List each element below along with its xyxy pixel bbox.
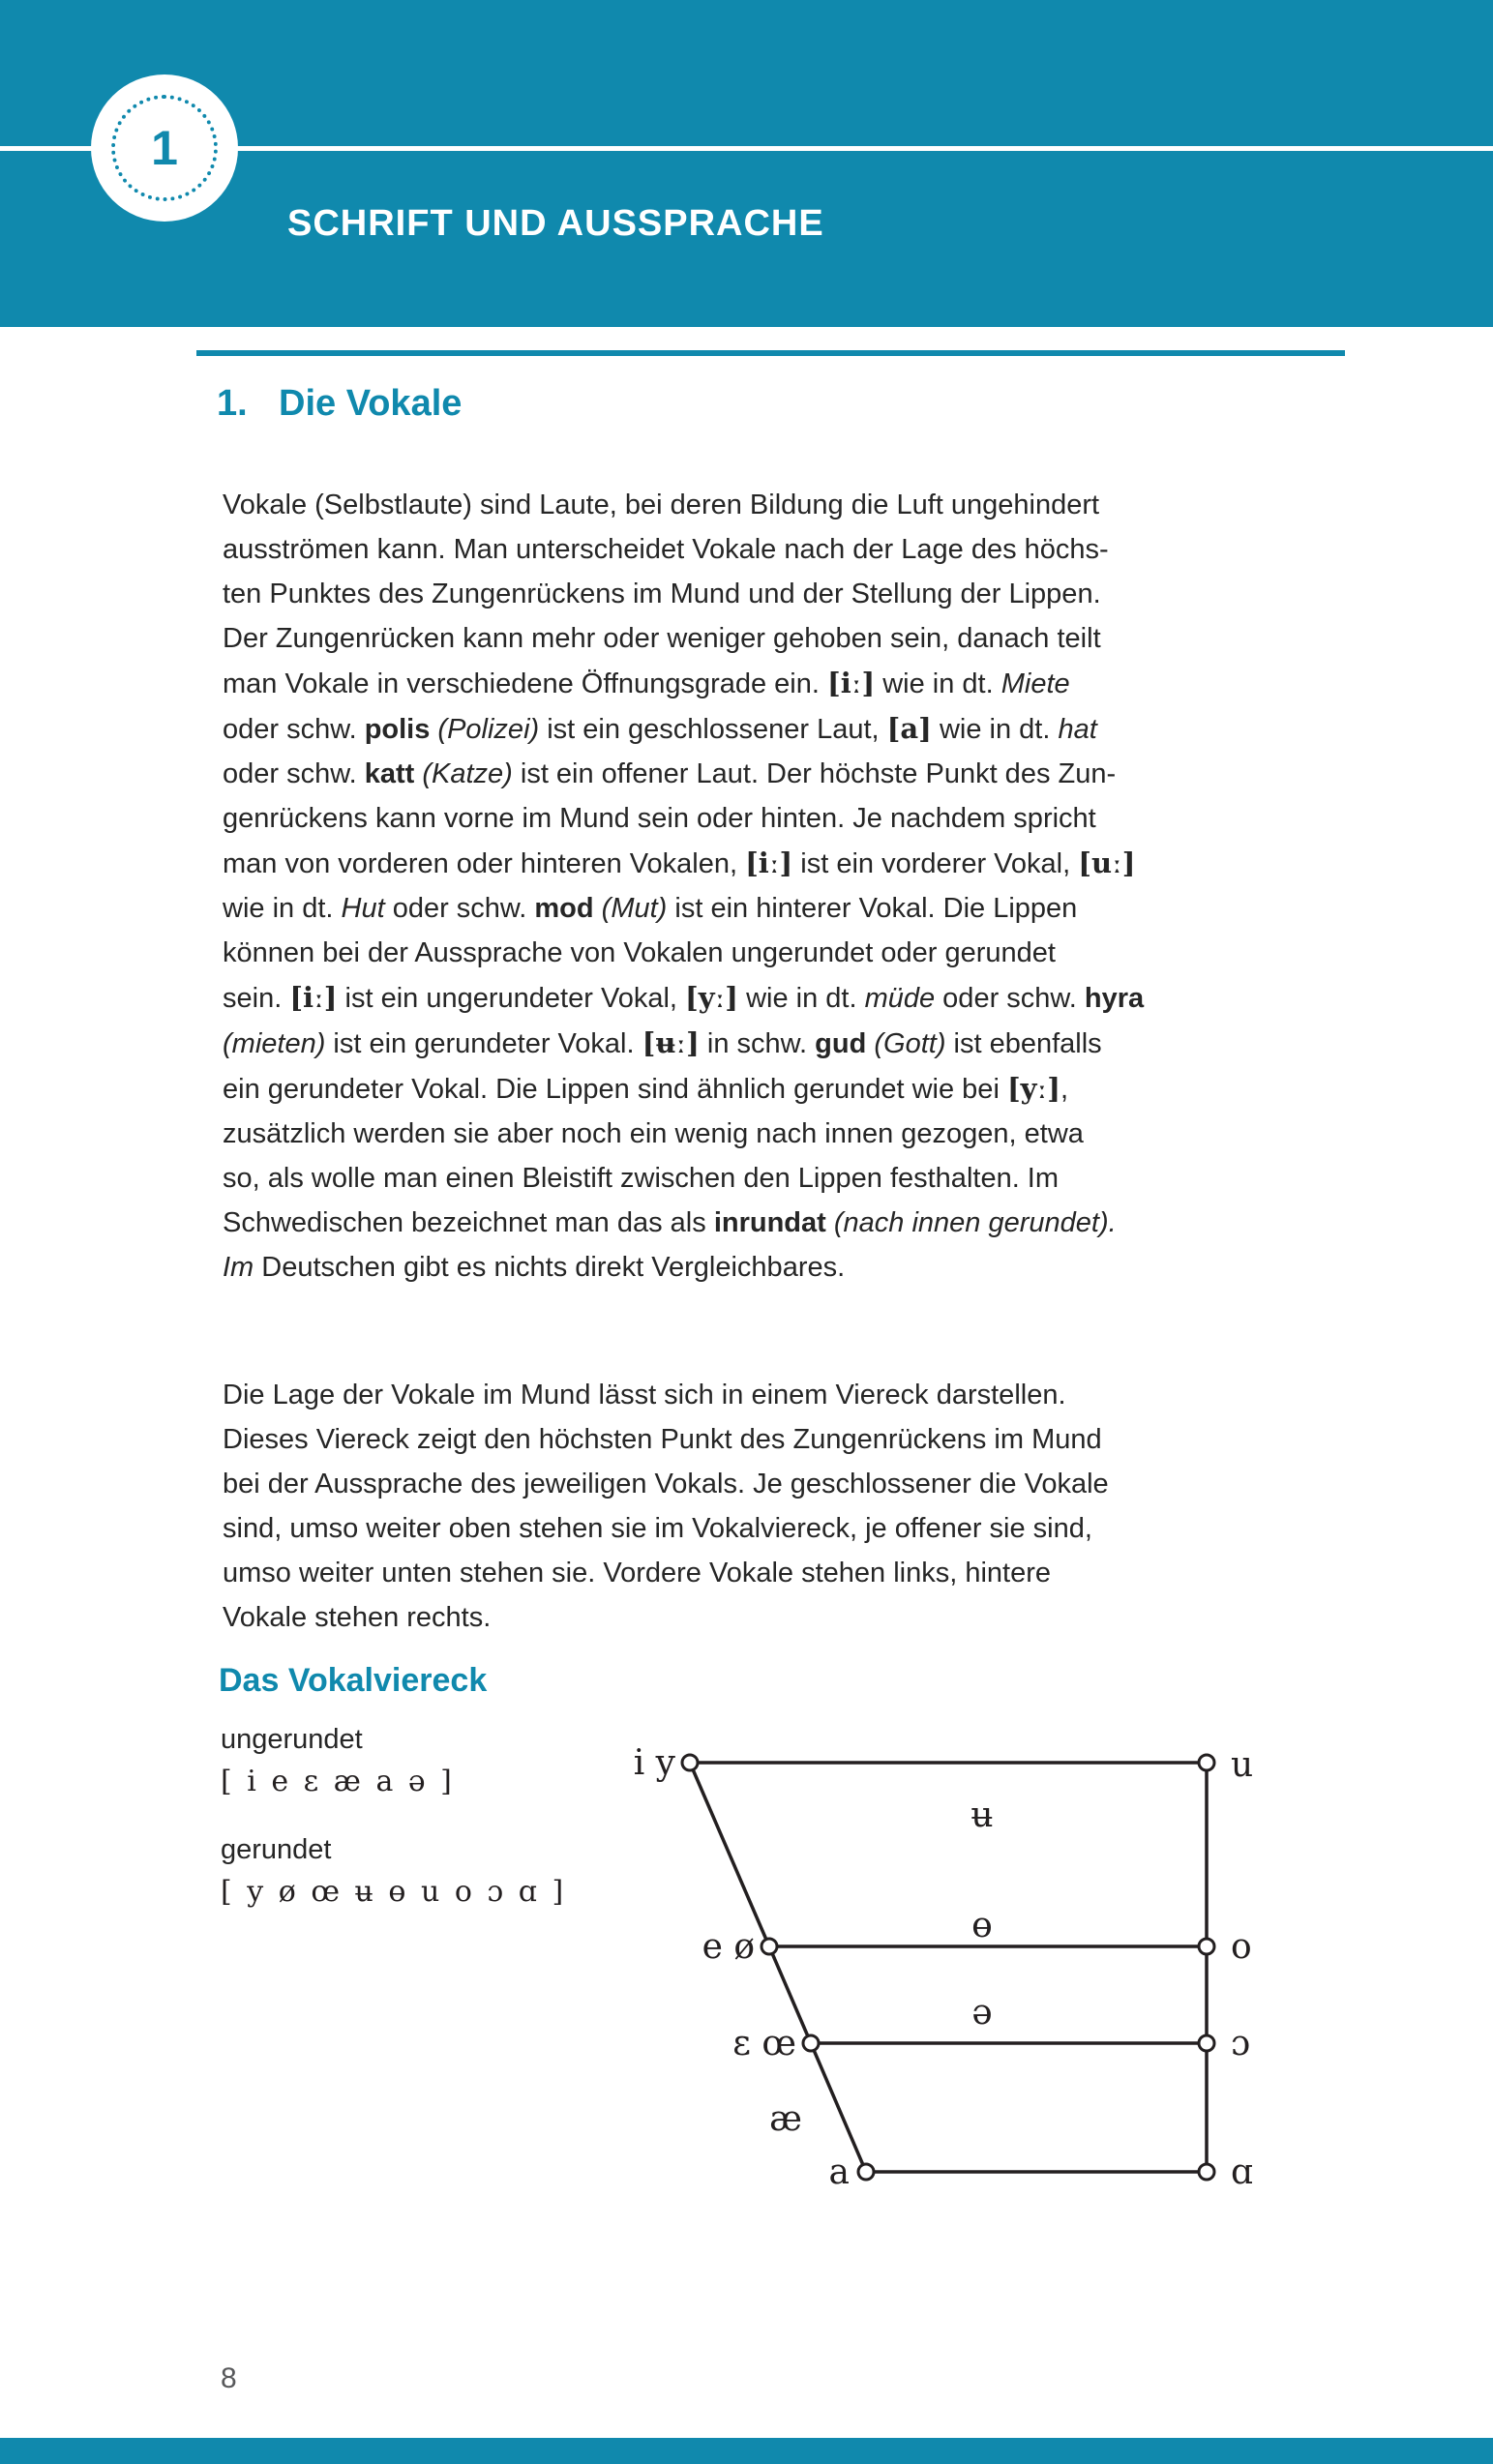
vertex-openmid-back bbox=[1199, 2035, 1214, 2051]
label-epsilon-oe: ɛ œ bbox=[732, 2024, 796, 2063]
section-heading bbox=[217, 383, 462, 425]
label-barred-o: ɵ bbox=[971, 1906, 993, 1945]
section-rule bbox=[196, 350, 1345, 356]
vertex-close-front bbox=[682, 1755, 698, 1770]
label-o: o bbox=[1231, 1927, 1252, 1967]
label-open-o: ɔ bbox=[1231, 2024, 1251, 2063]
legend-rounded-symbols: [ y ø œ ʉ ɵ u o ɔ ɑ ] bbox=[221, 1875, 567, 1909]
vertex-open-front bbox=[858, 2164, 874, 2180]
chapter-header-band bbox=[0, 0, 1493, 327]
vertex-close-back bbox=[1199, 1755, 1214, 1770]
label-u: u bbox=[1231, 1745, 1254, 1785]
section-number: 1. bbox=[217, 383, 248, 424]
vertex-openmid-front bbox=[803, 2035, 819, 2051]
page-number: 8 bbox=[221, 2362, 237, 2394]
vertex-closemid-back bbox=[1199, 1939, 1214, 1954]
label-e-oslash: e ø bbox=[702, 1927, 755, 1967]
label-i-y: i y bbox=[633, 1743, 675, 1783]
chapter-number: 1 bbox=[151, 121, 178, 175]
legend-unrounded-label: ungerundet bbox=[221, 1724, 363, 1755]
label-barred-u: ʉ bbox=[970, 1796, 994, 1835]
legend-rounded-label: gerundet bbox=[221, 1834, 332, 1865]
chapter-title: SCHRIFT UND AUSSPRACHE bbox=[287, 203, 824, 244]
chapter-number-badge bbox=[91, 74, 238, 222]
vertex-closemid-front bbox=[761, 1939, 777, 1954]
vertex-open-back bbox=[1199, 2164, 1214, 2180]
section-title: Die Vokale bbox=[279, 383, 463, 424]
legend-unrounded-symbols: [ i e ɛ æ a ə ] bbox=[221, 1765, 455, 1798]
label-schwa: ə bbox=[971, 1993, 993, 2033]
label-a: a bbox=[828, 2152, 850, 2192]
footer-band bbox=[0, 2438, 1493, 2464]
vowel-quadrilateral-diagram bbox=[542, 1712, 1297, 2225]
label-script-a: ɑ bbox=[1231, 2152, 1254, 2192]
paragraph-vowels-intro: Vokale (Selbstlaute) sind Laute, bei deren Bildung die Luft ungehindert ausströmen kann. Man unterscheidet Vokale nach der Lage des höchs- ten Punktes des Zungenrückens im Mund und der Stellung der Lippen. Der Zungenrücken kann mehr oder weniger gehoben sein, danach teilt man Vokale in verschiedene Öffnungsgrade ein. [iː] wie in dt. Miete oder schw. polis (Polizei) ist ein geschlossener Laut, [a] wie in dt. hat oder schw. katt (Katze) ist ein offener Laut. Der höchste Punkt des Zun- genrückens kann vorne im Mund sein oder hinten. Je nachdem spricht man von vorderen oder hinteren Vokalen, [iː] ist ein vorderer Vokal, [uː] wie in dt. Hut oder schw. mod (Mut) ist ein hinterer Vokal. Die Lippen können bei der Aussprache von Vokalen ungerundet oder gerundet sein. [iː] ist ein ungerundeter Vokal, [yː] wie in dt. müde oder schw. hyra (mieten) ist ein gerundeter Vokal. [ʉː] in schw. gud (Gott) ist ebenfalls ein gerundeter Vokal. Die Lippen sind ähnlich gerundet wie bei [yː], zusätzlich werden sie aber noch ein wenig nach innen gezogen, etwa so, als wolle man einen Bleistift zwischen den Lippen festhalten. Im Schwedischen bezeichnet man das als inrundat (nach innen gerundet). Im Deutschen gibt es nichts direkt Vergleichbares. bbox=[223, 490, 1145, 1283]
edge-left-upper bbox=[690, 1763, 769, 1946]
vokalviereck-heading: Das Vokalviereck bbox=[219, 1662, 488, 1699]
paragraph-vowel-quadrilateral: Die Lage der Vokale im Mund lässt sich in einem Viereck darstellen. Dieses Viereck zeigt den höchsten Punkt des Zungenrückens im Mund bei der Aussprache des jeweiligen Vokals. Je geschlossener die Vokale sind, umso weiter oben stehen sie im Vokalviereck, je offener sie sind, umso weiter unten stehen sie. Vordere Vokale stehen links, hintere Vokale stehen rechts. bbox=[223, 1380, 1109, 1633]
label-ash: æ bbox=[769, 2099, 802, 2139]
